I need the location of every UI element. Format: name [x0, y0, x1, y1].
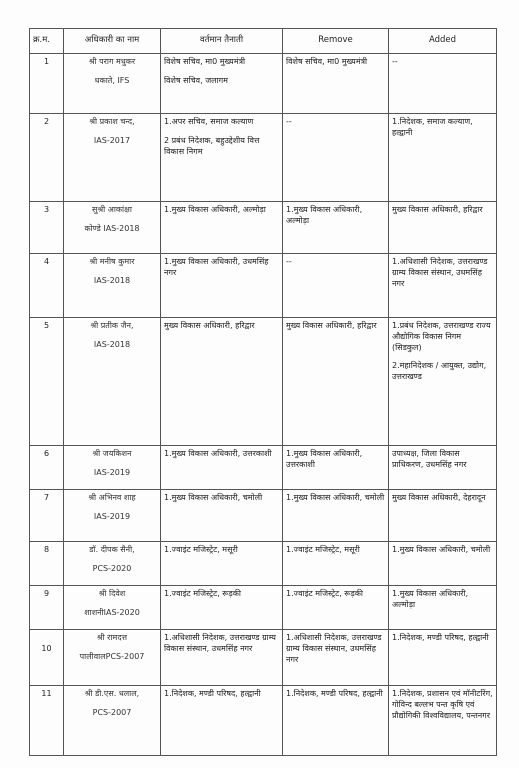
- table-row: [30, 202, 497, 254]
- remove-cell: [283, 490, 389, 542]
- current-posting-line: 1.अधिशासी निदेशक, उत्तराखण्ड ग्राम्य विकास संस्थान, उधमसिंह नगर: [164, 633, 276, 653]
- officer-name-cell: [64, 630, 161, 686]
- current-posting-cell: [161, 254, 283, 318]
- current-posting-line: विशेष सचिव, जलागम: [164, 75, 228, 85]
- remove-cell: [283, 686, 389, 756]
- current-posting-line: 1.मुख्य विकास अधिकारी, चमोली: [164, 493, 263, 502]
- header-officer-name: अधिकारी का नाम: [64, 29, 161, 54]
- remove-line: 1.निदेशक, मण्डी परिषद, हल्द्वानी: [286, 689, 383, 698]
- table-row: [30, 630, 497, 686]
- added-cell: [389, 114, 497, 202]
- current-posting-cell: [161, 630, 283, 686]
- added-cell: [389, 630, 497, 686]
- remove-line: विशेष सचिव, मा0 मुख्यमंत्री: [286, 57, 368, 66]
- remove-cell: [283, 446, 389, 490]
- remove-cell: [283, 630, 389, 686]
- serial-number-cell: 1: [30, 54, 64, 114]
- officer-name-line: IAS-2019: [93, 511, 131, 521]
- added-line: 1.प्रबंध निदेशक, उत्तराखण्ड राज्य औद्योगिक विकास निगम (सिडकुल): [392, 321, 491, 352]
- current-posting-line: 1.मुख्य विकास अधिकारी, उधमसिंह नगर: [164, 257, 269, 277]
- officer-name-line: श्री अभिनव शाह: [88, 493, 136, 502]
- table-row: [30, 542, 497, 586]
- remove-line: 1.मुख्य विकास अधिकारी, उत्तरकाशी: [286, 449, 363, 469]
- table-row: [30, 54, 497, 114]
- officer-name-line: शाशनीIAS-2020: [84, 607, 140, 617]
- table-row: [30, 686, 497, 756]
- table-row: [30, 490, 497, 542]
- officer-name-line: IAS-2018: [93, 339, 131, 349]
- serial-number-cell: 9: [30, 586, 64, 630]
- header-added: Added: [389, 29, 497, 54]
- added-cell: [389, 586, 497, 630]
- remove-line: 1.अधिशासी निदेशक, उत्तराखण्ड ग्राम्य विकास संस्थान, उधमसिंह नगर: [286, 633, 382, 664]
- added-cell: [389, 490, 497, 542]
- current-posting-line: 1.अपर सचिव, समाज कल्याण: [164, 117, 254, 126]
- current-posting-cell: [161, 686, 283, 756]
- remove-line: 1.ज्वाइंट मजिस्ट्रेट, मसूरी: [286, 545, 360, 554]
- current-posting-cell: [161, 114, 283, 202]
- remove-line: 1.मुख्य विकास अधिकारी, अल्मोड़ा: [286, 205, 363, 225]
- added-cell: [389, 686, 497, 756]
- serial-number-cell: 10: [30, 630, 64, 686]
- remove-line: 1.ज्वाइंट मजिस्ट्रेट, रूड़की: [286, 589, 363, 598]
- header-serial: क्र.म.: [30, 29, 64, 54]
- current-posting-cell: [161, 490, 283, 542]
- officer-name-line: श्री डी.एस. धलाल,: [84, 689, 140, 698]
- officer-name-cell: [64, 686, 161, 756]
- current-posting-cell: [161, 318, 283, 446]
- remove-cell: [283, 114, 389, 202]
- added-line: 1.अधिशासी निदेशक, उत्तराखण्ड ग्राम्य विकास संस्थान, उधमसिंह नगर: [392, 257, 488, 288]
- added-line: 1.निदेशक, मण्डी परिषद, हल्द्वानी: [392, 633, 489, 642]
- added-cell: [389, 318, 497, 446]
- officer-name-line: धकाते, IFS: [94, 75, 130, 85]
- officer-name-line: श्री मनीष कुमार: [89, 257, 135, 266]
- officer-name-line: PCS-2020: [92, 563, 132, 573]
- officer-name-cell: [64, 318, 161, 446]
- table-row: [30, 318, 497, 446]
- officer-name-cell: [64, 490, 161, 542]
- added-line: 1.निदेशक, समाज कल्याण, हल्द्वानी: [392, 117, 473, 137]
- officer-name-line: श्री प्रकाश चन्द,: [89, 117, 135, 126]
- added-cell: [389, 202, 497, 254]
- serial-number-cell: 7: [30, 490, 64, 542]
- remove-line: --: [286, 117, 292, 126]
- header-remove: Remove: [283, 29, 389, 54]
- table-row: [30, 254, 497, 318]
- remove-line: मुख्य विकास अधिकारी, हरिद्वार: [286, 321, 377, 330]
- table-row: [30, 586, 497, 630]
- remove-cell: [283, 202, 389, 254]
- officer-name-cell: [64, 542, 161, 586]
- table-row: [30, 446, 497, 490]
- serial-number-cell: 6: [30, 446, 64, 490]
- officer-name-line: IAS-2017: [93, 135, 131, 145]
- officer-name-line: श्री प्रतीक जैन,: [90, 321, 134, 330]
- header-current-posting: वर्तमान तैनाती: [161, 29, 283, 54]
- officer-name-cell: [64, 202, 161, 254]
- current-posting-line: 1.मुख्य विकास अधिकारी, अल्मोड़ा: [164, 205, 266, 214]
- current-posting-line: 2 प्रबंध निदेशक, बहुउद्देशीय वित्त विकास निगम: [164, 135, 260, 156]
- serial-number-cell: 2: [30, 114, 64, 202]
- added-cell: [389, 54, 497, 114]
- added-cell: [389, 254, 497, 318]
- officer-name-cell: [64, 54, 161, 114]
- officer-name-line: श्री जयकिशन: [92, 449, 132, 458]
- current-posting-cell: [161, 542, 283, 586]
- officer-name-line: श्री पराग मधुकर: [88, 57, 136, 66]
- current-posting-line: विशेष सचिव, मा0 मुख्यमंत्री: [164, 57, 246, 66]
- added-cell: [389, 542, 497, 586]
- serial-number-cell: 4: [30, 254, 64, 318]
- serial-number-cell: 3: [30, 202, 64, 254]
- remove-cell: [283, 54, 389, 114]
- current-posting-line: 1.ज्वाइंट मजिस्ट्रेट, मसूरी: [164, 545, 238, 554]
- officer-name-cell: [64, 586, 161, 630]
- current-posting-line: 1.ज्वाइंट मजिस्ट्रेट, रूड़की: [164, 589, 241, 598]
- officer-name-line: IAS-2019: [93, 467, 131, 477]
- officer-name-cell: [64, 446, 161, 490]
- officer-name-cell: [64, 254, 161, 318]
- serial-number-cell: 11: [30, 686, 64, 756]
- remove-cell: [283, 318, 389, 446]
- officer-name-line: पालीवालPCS-2007: [79, 651, 145, 661]
- officer-name-line: सुश्री आकांक्षा: [92, 205, 132, 214]
- added-line: --: [392, 57, 398, 66]
- officer-name-line: IAS-2018: [93, 275, 131, 285]
- remove-cell: [283, 254, 389, 318]
- officer-name-line: PCS-2007: [92, 707, 132, 717]
- officer-name-line: श्री रामदत्त: [96, 633, 128, 642]
- current-posting-line: 1.निदेशक, मण्डी परिषद, हल्द्वानी: [164, 689, 261, 698]
- officer-name-line: कोण्डे IAS-2018: [84, 223, 140, 233]
- transfer-table: [29, 28, 497, 756]
- added-line: मुख्य विकास अधिकारी, देहरादून: [392, 493, 486, 502]
- current-posting-cell: [161, 586, 283, 630]
- added-line: 1.मुख्य विकास अधिकारी, अल्मोड़ा: [392, 589, 469, 609]
- serial-number-cell: 5: [30, 318, 64, 446]
- current-posting-line: 1.मुख्य विकास अधिकारी, उत्तरकाशी: [164, 449, 272, 458]
- current-posting-cell: [161, 202, 283, 254]
- added-line: मुख्य विकास अधिकारी, हरिद्वार: [392, 205, 483, 214]
- officer-name-line: डॉ. दीपक सैनी,: [89, 545, 135, 554]
- current-posting-cell: [161, 54, 283, 114]
- officer-name-line: श्री दिवेश: [98, 589, 126, 598]
- header-row: [30, 29, 497, 54]
- added-line: 1.निदेशक, प्रशासन एवं मॉनीटरिंग, गोविन्द बल्लभ पन्त कृषि एवं प्रौद्योगिकी विश्वविद्यालय, पन्तनगर: [392, 689, 493, 720]
- added-line: 2.महानिदेशक / आयुक्त, उद्योग, उत्तराखण्ड: [392, 361, 487, 382]
- remove-cell: [283, 542, 389, 586]
- added-line: 1.मुख्य विकास अधिकारी, चमोली: [392, 545, 491, 554]
- remove-cell: [283, 586, 389, 630]
- added-line: उपाध्यक्ष, जिला विकास प्राधिकरण, उधमसिंह नगर: [392, 449, 467, 469]
- remove-line: --: [286, 257, 292, 266]
- remove-line: 1.मुख्य विकास अधिकारी, चमोली: [286, 493, 385, 502]
- added-cell: [389, 446, 497, 490]
- officer-name-cell: [64, 114, 161, 202]
- table-body: [30, 54, 497, 756]
- current-posting-line: मुख्य विकास अधिकारी, हरिद्वार: [164, 321, 255, 330]
- serial-number-cell: 8: [30, 542, 64, 586]
- current-posting-cell: [161, 446, 283, 490]
- table-row: [30, 114, 497, 202]
